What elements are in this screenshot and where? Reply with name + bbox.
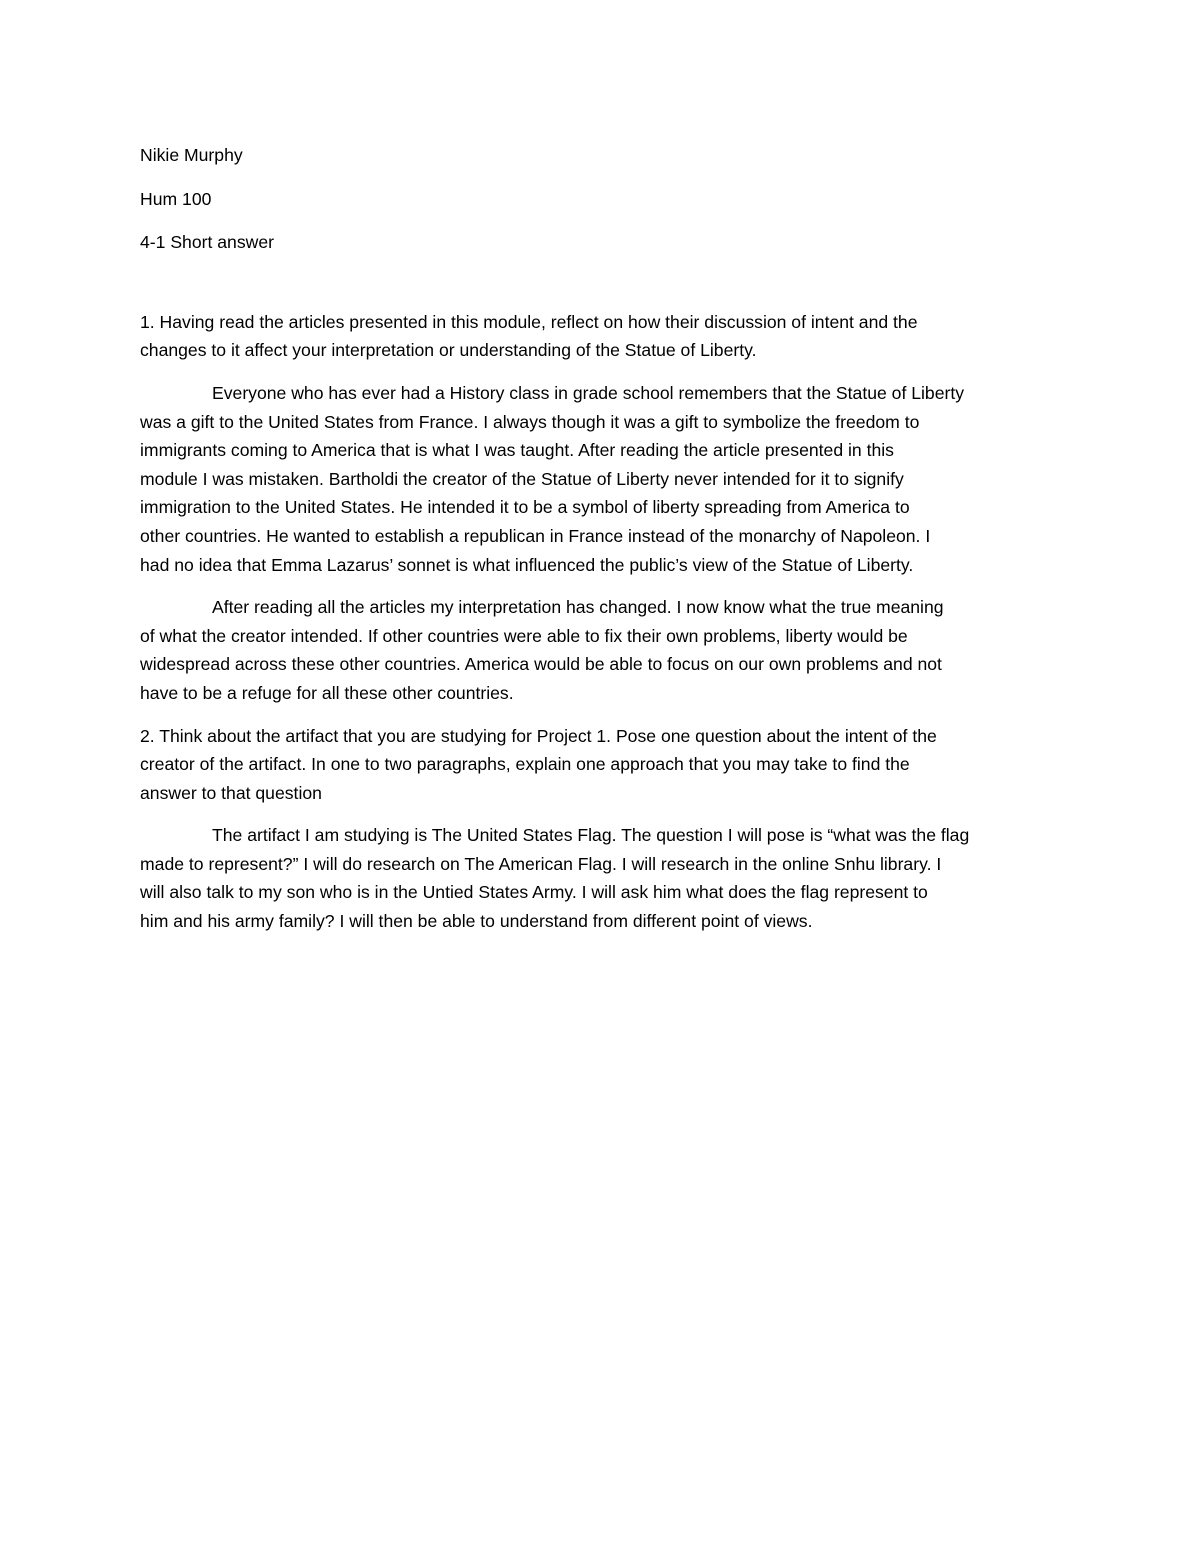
question-1-line: 1. Having read the articles presented in this module, reflect on how their discussion of intent and the xyxy=(140,311,918,332)
question-1 xyxy=(140,308,1060,365)
answer-line: have to be a refuge for all these other countries. xyxy=(140,682,514,703)
answer-1-paragraph-1 xyxy=(140,379,1060,579)
question-2-line: creator of the artifact. In one to two paragraphs, explain one approach that you may take to find the xyxy=(140,754,910,775)
author-name: Nikie Murphy xyxy=(140,145,243,165)
answer-line: Everyone who has ever had a History class in grade school remembers that the Statue of Liberty xyxy=(212,382,965,403)
answer-2-paragraph-1 xyxy=(140,821,1060,935)
answer-line: of what the creator intended. If other countries were able to fix their own problems, liberty would be xyxy=(140,625,908,646)
course-name: Hum 100 xyxy=(140,188,212,209)
answer-line: widespread across these other countries. America would be able to focus on our own problems and not xyxy=(140,654,942,675)
spacer xyxy=(140,272,1060,308)
answer-line: him and his army family? I will then be able to understand from different point of views. xyxy=(140,911,813,932)
question-1-line: changes to it affect your interpretation or understanding of the Statue of Liberty. xyxy=(140,340,757,361)
answer-line: immigration to the United States. He intended it to be a symbol of liberty spreading from America to xyxy=(140,497,910,518)
answer-1-paragraph-2 xyxy=(140,593,1060,707)
question-2-line: answer to that question xyxy=(140,782,322,803)
document-body xyxy=(140,141,1060,950)
answer-line: module I was mistaken. Bartholdi the creator of the Statue of Liberty never intended for it to signify xyxy=(140,468,904,489)
answer-line: made to represent?” I will do research on The American Flag. I will research in the online Snhu library. I xyxy=(140,853,942,874)
answer-line: immigrants coming to America that is what I was taught. After reading the article presented in this xyxy=(140,440,894,461)
assignment-title: 4-1 Short answer xyxy=(140,232,274,253)
question-2-line: 2. Think about the artifact that you are studying for Project 1. Pose one question about the intent of the xyxy=(140,725,937,746)
answer-line: other countries. He wanted to establish a republican in France instead of the monarchy of Napoleon. I xyxy=(140,525,931,546)
answer-line: was a gift to the United States from France. I always though it was a gift to symbolize the freedom to xyxy=(140,411,920,432)
answer-line: The artifact I am studying is The United States Flag. The question I will pose is “what was the flag xyxy=(212,825,970,846)
answer-line: After reading all the articles my interpretation has changed. I now know what the true meaning xyxy=(212,597,944,618)
answer-line: will also talk to my son who is in the Untied States Army. I will ask him what does the flag represent to xyxy=(140,882,928,903)
question-2 xyxy=(140,722,1060,808)
answer-line: had no idea that Emma Lazarus’ sonnet is what influenced the public’s view of the Statue of Liberty. xyxy=(140,554,914,575)
